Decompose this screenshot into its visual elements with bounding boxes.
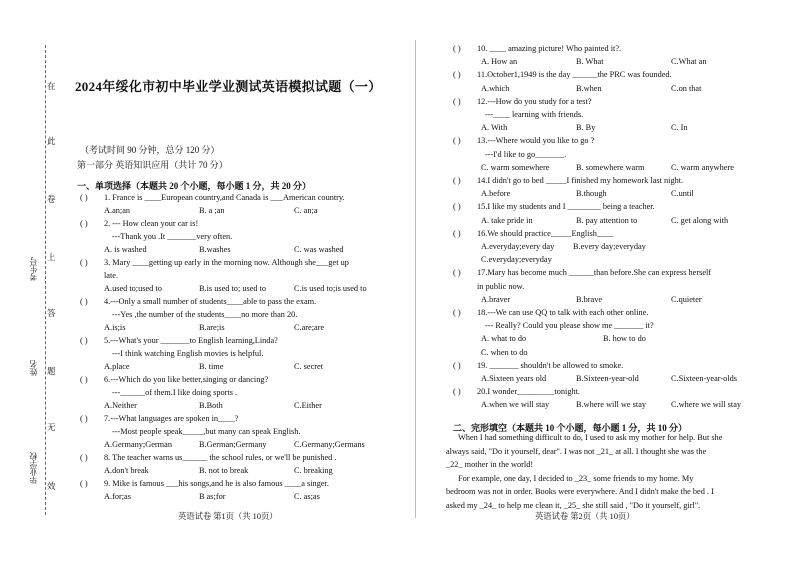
question-stem: 4.---Only a small number of students____able to pass the exam. (104, 297, 317, 306)
exam-info: （考试时间 90 分钟，总分 120 分） (80, 145, 220, 155)
passage-line: asked my _24_ to help me clean it, _25_ she still said , "Do it yourself, girl". (446, 500, 701, 510)
passage-line: _22_ mother in the world! (446, 460, 534, 469)
option-a: A. With (481, 123, 508, 133)
question-stem: 18.---We can use QQ to talk with each other online. (477, 308, 649, 317)
question-number: ( ) (453, 44, 461, 53)
question-stem-line2: --- Really? Could you please show me _______ it? (485, 321, 654, 331)
option-c: C.are;are (294, 323, 325, 332)
option-c: C.Either (294, 401, 322, 410)
option-c: C. as;as (294, 492, 320, 501)
question-stem: 20.I wonder_________tonight. (477, 387, 581, 397)
question-stem: 6.---Which do you like better,singing or dancing? (104, 375, 269, 384)
option-c: C.quieter (671, 294, 702, 304)
question-number: ( ) (453, 202, 461, 212)
option-a: C. warm somewhere (481, 162, 550, 172)
question-number: ( ) (80, 414, 88, 423)
question-number: ( ) (80, 336, 88, 345)
option-b: B. What (576, 57, 604, 67)
question-number: ( ) (453, 176, 461, 185)
question-stem: 15.I like my students and I ________ being a teacher. (477, 202, 655, 212)
margin-char: 此 (47, 136, 56, 146)
binding-line (45, 45, 46, 515)
question-number: ( ) (453, 387, 461, 397)
option-a: A.don't break (104, 466, 149, 475)
option-a: A. what to do (481, 334, 527, 344)
option-c: C. when to do (481, 347, 528, 357)
question-number: ( ) (80, 479, 88, 488)
option-b: B.German;Germany (199, 440, 267, 449)
option-c: C. an;a (294, 206, 318, 215)
option-b: B.washes (199, 245, 231, 254)
option-a: A.Neither (104, 401, 137, 410)
question-stem: 17.Mary has become much ______than before.She can express herself (477, 268, 712, 278)
option-c: C.where we will stay (671, 400, 742, 410)
option-c: C. In (671, 123, 688, 133)
margin-char: 上 (47, 252, 56, 262)
option-a: A.is;is (104, 323, 126, 332)
option-b: B. how to do (603, 334, 646, 344)
option-b: B. pay attention to (576, 215, 638, 225)
question-stem-line2: late. (104, 271, 119, 280)
question-stem-line2: ---I think watching English movies is helpful. (112, 349, 264, 358)
option-b: B.when (576, 83, 602, 93)
margin-char: 效 (47, 481, 56, 491)
page-divider (415, 40, 416, 518)
question-number: ( ) (80, 297, 88, 306)
question-number: ( ) (453, 228, 461, 238)
margin-char: 题 (47, 366, 56, 376)
margin-char: 答 (47, 308, 56, 318)
option-b: B. a ;an (199, 206, 225, 215)
option-a: A.which (481, 83, 510, 93)
option-c: C. secret (294, 362, 324, 371)
question-number: ( ) (453, 308, 461, 317)
option-b: B.brave (576, 294, 603, 304)
question-number: ( ) (80, 453, 88, 462)
question-stem: 8. The teacher warns us______ the school rules, or we'll be punished . (104, 453, 337, 462)
option-b: B as;for (199, 492, 226, 501)
school-label: 毕业学校 (29, 452, 38, 484)
passage-line: For example, one day, I decided to _23_ some friends to my home. My (458, 473, 694, 483)
question-stem-line2: ---Yes ,the number of the students____no more than 20. (112, 310, 298, 319)
passage-line: always said, "Do it yourself, dear". I was not _21_ at all. I thought she was the (446, 446, 707, 456)
question-stem: 3. Mary ____getting up early in the morning now. Although she___get up (104, 258, 349, 267)
option-b: B. not to break (199, 466, 249, 475)
question-stem: 2. --- How clean your car is! (104, 219, 199, 228)
passage-line: When I had something difficult to do, I used to ask my mother for help. But she (458, 433, 723, 442)
option-b: B. time (199, 362, 224, 371)
margin-char: 在 (47, 81, 56, 91)
option-c: C.everyday;everyday (481, 255, 552, 265)
option-b: B.is used to; used to (199, 284, 267, 293)
option-a: A. is washed (104, 245, 147, 254)
question-stem: 9. Mike is famous ___his songs,and he is also famous ____a singer. (104, 479, 329, 488)
question-stem: 16.We should practice_____English____ (477, 228, 614, 238)
option-a: A.an;an (104, 206, 131, 215)
option-a: A.for;as (104, 492, 131, 501)
question-stem: 12.---How do you study for a test? (477, 96, 592, 106)
question-stem-line2: ---I'd like to go_______. (485, 149, 567, 159)
option-b: B. somewhere warm (576, 162, 645, 172)
option-c: C.is used to;is used to (294, 284, 367, 293)
margin-char: 卷 (47, 194, 56, 204)
option-a: A.Sixteen years old (481, 374, 547, 383)
question-number: ( ) (80, 258, 88, 267)
question-stem-line2: ---Thank you .It _______very often. (112, 232, 233, 241)
option-a: A.used to;used to (104, 284, 162, 293)
option-c: C. was washed (294, 245, 344, 254)
option-c: C. warm anywhere (671, 162, 734, 172)
question-stem: 19. _______ shouldn't be allowed to smoke. (477, 360, 624, 370)
question-number: ( ) (80, 219, 88, 228)
option-c: C.What an (671, 57, 707, 67)
question-stem: 11.October1,1949 is the day ______the PRC was founded. (477, 70, 672, 80)
option-c: C. get along with (671, 215, 729, 225)
option-b: B. By (576, 123, 596, 133)
part-one-heading: 第一部分 英语知识应用（共计 70 分） (77, 160, 228, 170)
passage-line: bedroom was not in order. Books were everywhere. And I didn't make the bed . I (446, 487, 714, 496)
question-number: ( ) (453, 70, 461, 80)
margin-char: 无 (47, 422, 56, 432)
option-c: C.Sixteen-year-olds (671, 374, 737, 383)
option-a: A.Germany;German (104, 440, 172, 449)
option-c: C.Germany;Germans (294, 440, 365, 449)
question-number: ( ) (453, 136, 461, 146)
option-b: B.Sixteen-year-old (576, 374, 639, 383)
option-a: A.place (104, 362, 130, 371)
option-c: C.until (671, 189, 694, 199)
option-a: A.braver (481, 294, 511, 304)
option-a: A. take pride in (481, 215, 533, 225)
option-b: B.Both (199, 401, 223, 410)
question-number: ( ) (80, 375, 88, 384)
option-b: B.where will we stay (576, 400, 647, 410)
question-stem: 5.---What's your _______to English learning,Linda? (104, 336, 278, 345)
question-stem: 1. France is ____European country,and Canada is ___American country. (104, 193, 345, 202)
question-number: ( ) (80, 193, 88, 202)
question-stem: 14.I didn't go to bed _____I finished my homework last night. (477, 176, 684, 185)
question-stem-line2: in public now. (477, 281, 525, 291)
question-number: ( ) (453, 360, 461, 370)
option-b: B.are;is (199, 323, 225, 332)
option-a: A.everyday;every day (481, 242, 555, 251)
option-a: A.before (481, 189, 511, 199)
question-stem-line2: ---Most people speak_____,but many can speak English. (112, 427, 301, 436)
question-stem-line2: ---______of them.I like doing sports . (112, 388, 238, 397)
option-c: C.on that (671, 83, 702, 93)
option-c: C. breaking (294, 466, 333, 475)
option-a: A.when we will stay (481, 400, 550, 410)
option-b: B.every day;everyday (573, 242, 646, 251)
question-stem: 7.---What languages are spoken in____? (104, 414, 239, 423)
option-a: A. How an (481, 57, 518, 67)
option-b: B.though (576, 189, 607, 199)
name-label: 姓名 (29, 360, 38, 376)
question-stem-line2: ---____ learning with friends. (485, 110, 584, 119)
footer-right: 英语试卷 第2页（共 10页） (535, 512, 635, 521)
question-number: ( ) (453, 96, 461, 106)
footer-left: 英语试卷 第1页（共 10页） (178, 512, 278, 521)
question-number: ( ) (453, 268, 461, 278)
page-title: 2024年绥化市初中毕业学业测试英语模拟试题（一） (75, 79, 382, 94)
exam-number-label: 考生号 (29, 257, 38, 281)
question-stem: 13.---Where would you like to go ? (477, 136, 595, 146)
question-stem: 10. ____ amazing picture! Who painted it?. (477, 44, 622, 53)
section-one-heading: 一、单项选择（本题共 20 个小题，每小题 1 分，共 20 分） (77, 181, 312, 191)
section-two-heading: 二、完形填空（本题共 10 个小题，每小题 1 分，共 10 分） (453, 423, 688, 433)
